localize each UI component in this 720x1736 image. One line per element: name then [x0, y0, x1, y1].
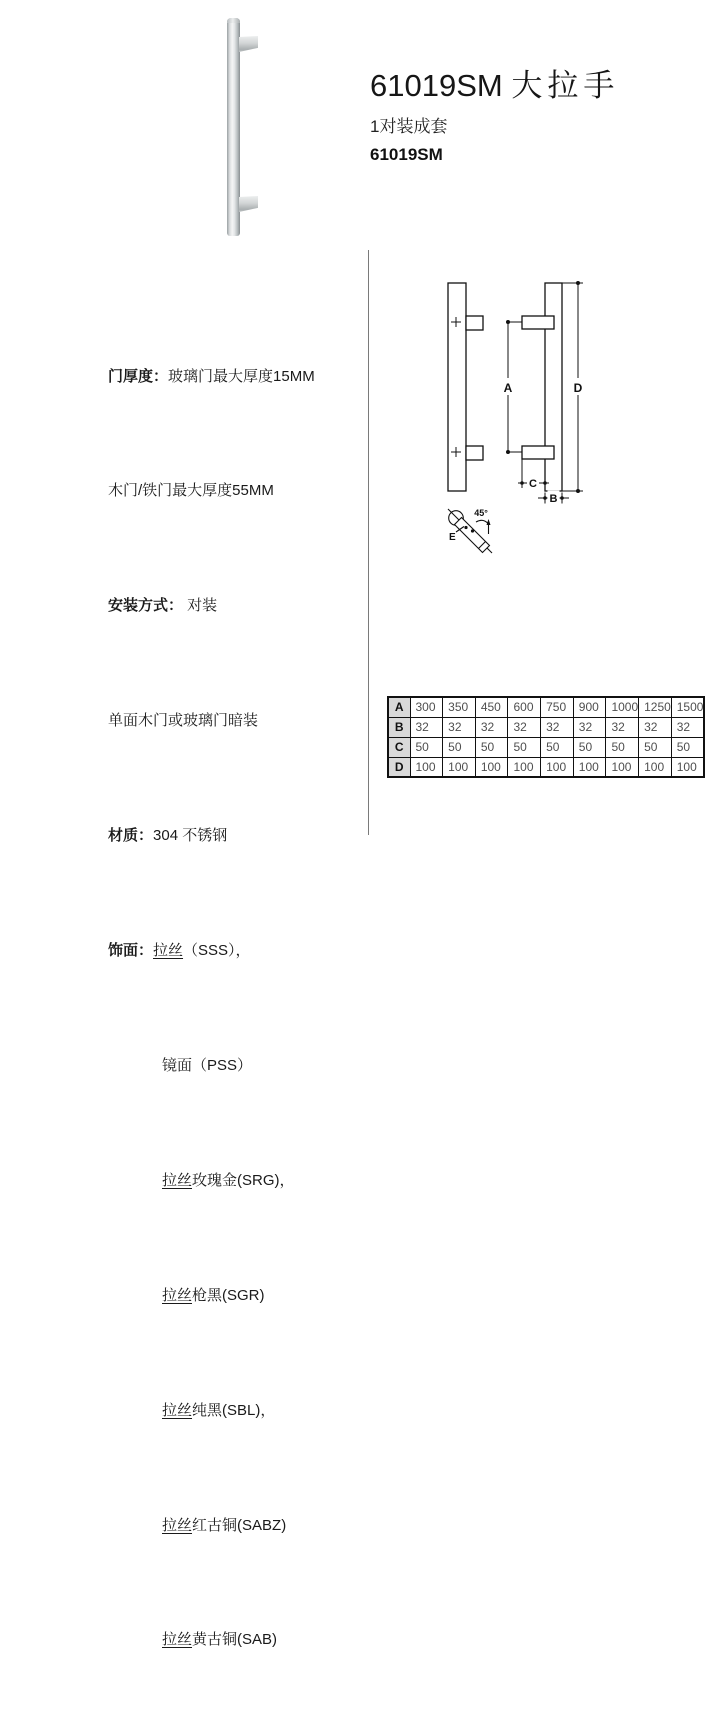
spec-value: 玻璃门最大厚度15MM — [168, 367, 315, 385]
side-view — [522, 283, 562, 491]
size-table-cell: 50 — [443, 737, 476, 757]
size-table-cell: 100 — [410, 757, 443, 777]
finish-item — [108, 1162, 383, 1200]
size-table-cell: 32 — [508, 717, 541, 737]
size-table-cell: 32 — [606, 717, 639, 737]
size-table-cell: 900 — [573, 697, 606, 717]
spec-label: 饰面： — [108, 942, 154, 960]
dim-label-d: D — [573, 381, 583, 395]
size-table-cell: 300 — [410, 697, 443, 717]
size-table-cell: 100 — [541, 757, 574, 777]
finish-item — [108, 1507, 383, 1545]
spec-finish-first — [108, 932, 383, 970]
dim-label-e: E — [449, 532, 456, 543]
size-table-cell: 100 — [573, 757, 606, 777]
size-table-cell: 1250 — [639, 697, 672, 717]
spec-install-type — [108, 587, 383, 625]
spec-value: 木门/铁门最大厚度55MM — [108, 482, 274, 500]
spec-label: 门厚度： — [108, 367, 169, 385]
handle-standoff-bottom — [239, 196, 258, 212]
model-number: 61019SM — [370, 145, 443, 164]
size-table-cell: 32 — [671, 717, 704, 737]
size-table-cell: 750 — [541, 697, 574, 717]
size-table-row-header: D — [388, 757, 410, 777]
spec-door-thickness — [108, 358, 383, 396]
size-table-cell: 100 — [606, 757, 639, 777]
spec-label: 材质： — [108, 827, 154, 845]
page-title-model: 61019SM — [370, 68, 503, 103]
size-table-row — [388, 717, 704, 737]
spec-column — [108, 281, 383, 1736]
spec-door-thickness-2 — [108, 472, 383, 510]
finish-underlined: 拉丝 — [162, 1401, 193, 1419]
size-table-cell: 50 — [508, 737, 541, 757]
spec-value: 对装 — [183, 597, 218, 615]
size-table-cell: 50 — [475, 737, 508, 757]
spec-label: 安装方式： — [108, 597, 184, 615]
finish-underlined: 拉丝 — [162, 1516, 193, 1534]
size-table-body — [388, 697, 704, 777]
spec-value: 304 不锈钢 — [153, 827, 228, 845]
size-table-cell: 50 — [410, 737, 443, 757]
finish-underlined: 拉丝 — [162, 1286, 193, 1304]
size-table — [387, 696, 705, 778]
size-table-row-header: B — [388, 717, 410, 737]
size-table-cell: 50 — [639, 737, 672, 757]
angle-label: 45° — [474, 508, 488, 518]
size-table-row — [388, 737, 704, 757]
finish-underlined: 拉丝 — [162, 1171, 193, 1189]
size-table-row — [388, 757, 704, 777]
finish-item — [108, 1277, 383, 1315]
size-table-cell: 32 — [475, 717, 508, 737]
spec-material — [108, 817, 383, 855]
dimension-drawing — [435, 275, 595, 570]
size-table-row — [388, 697, 704, 717]
front-view — [448, 283, 483, 491]
size-table-cell: 32 — [639, 717, 672, 737]
size-table-cell: 100 — [475, 757, 508, 777]
page-title-name: 大拉手 — [511, 68, 620, 103]
size-table-row-header: C — [388, 737, 410, 757]
size-table-cell: 32 — [573, 717, 606, 737]
spec-install-note — [108, 702, 383, 740]
size-table-cell: 100 — [671, 757, 704, 777]
packaging-note: 1对装成套 — [370, 117, 448, 136]
size-table-cell: 100 — [443, 757, 476, 777]
finish-rest: 玫瑰金(SRG)， — [192, 1171, 295, 1189]
size-table-cell: 1000 — [606, 697, 639, 717]
page-title — [370, 60, 619, 105]
finish-rest: 黄古铜(SAB) — [192, 1631, 278, 1649]
spec-value: 单面木门或玻璃门暗装 — [108, 712, 259, 730]
size-table-cell: 50 — [573, 737, 606, 757]
finish-rest: （SSS）， — [183, 942, 251, 960]
finish-item — [108, 1621, 383, 1659]
size-table-cell: 600 — [508, 697, 541, 717]
size-table-cell: 32 — [410, 717, 443, 737]
finish-underlined: 拉丝 — [162, 1631, 193, 1649]
size-table-cell: 50 — [606, 737, 639, 757]
size-table-cell: 100 — [508, 757, 541, 777]
size-table-cell: 100 — [639, 757, 672, 777]
size-table-cell: 32 — [443, 717, 476, 737]
size-table-cell: 32 — [541, 717, 574, 737]
finish-item — [108, 1392, 383, 1430]
size-table-cell: 50 — [541, 737, 574, 757]
finish-rest: 红古铜(SABZ) — [192, 1516, 287, 1534]
finish-underlined: 拉丝 — [153, 942, 184, 960]
finish-rest: 镜面（PSS） — [162, 1056, 253, 1074]
finish-rest: 枪黑(SGR) — [192, 1286, 265, 1304]
dim-label-b: B — [549, 493, 558, 505]
dim-label-c: C — [529, 478, 537, 490]
finish-rest: 纯黑(SBL)， — [192, 1401, 276, 1419]
handle-bar-photo — [227, 18, 240, 236]
size-table-cell: 50 — [671, 737, 704, 757]
size-table-cell: 1500 — [671, 697, 704, 717]
size-table-cell: 450 — [475, 697, 508, 717]
size-table-cell: 350 — [443, 697, 476, 717]
handle-standoff-top — [239, 36, 258, 52]
size-table-row-header: A — [388, 697, 410, 717]
dim-label-a: A — [503, 381, 513, 395]
finish-item — [108, 1047, 383, 1085]
